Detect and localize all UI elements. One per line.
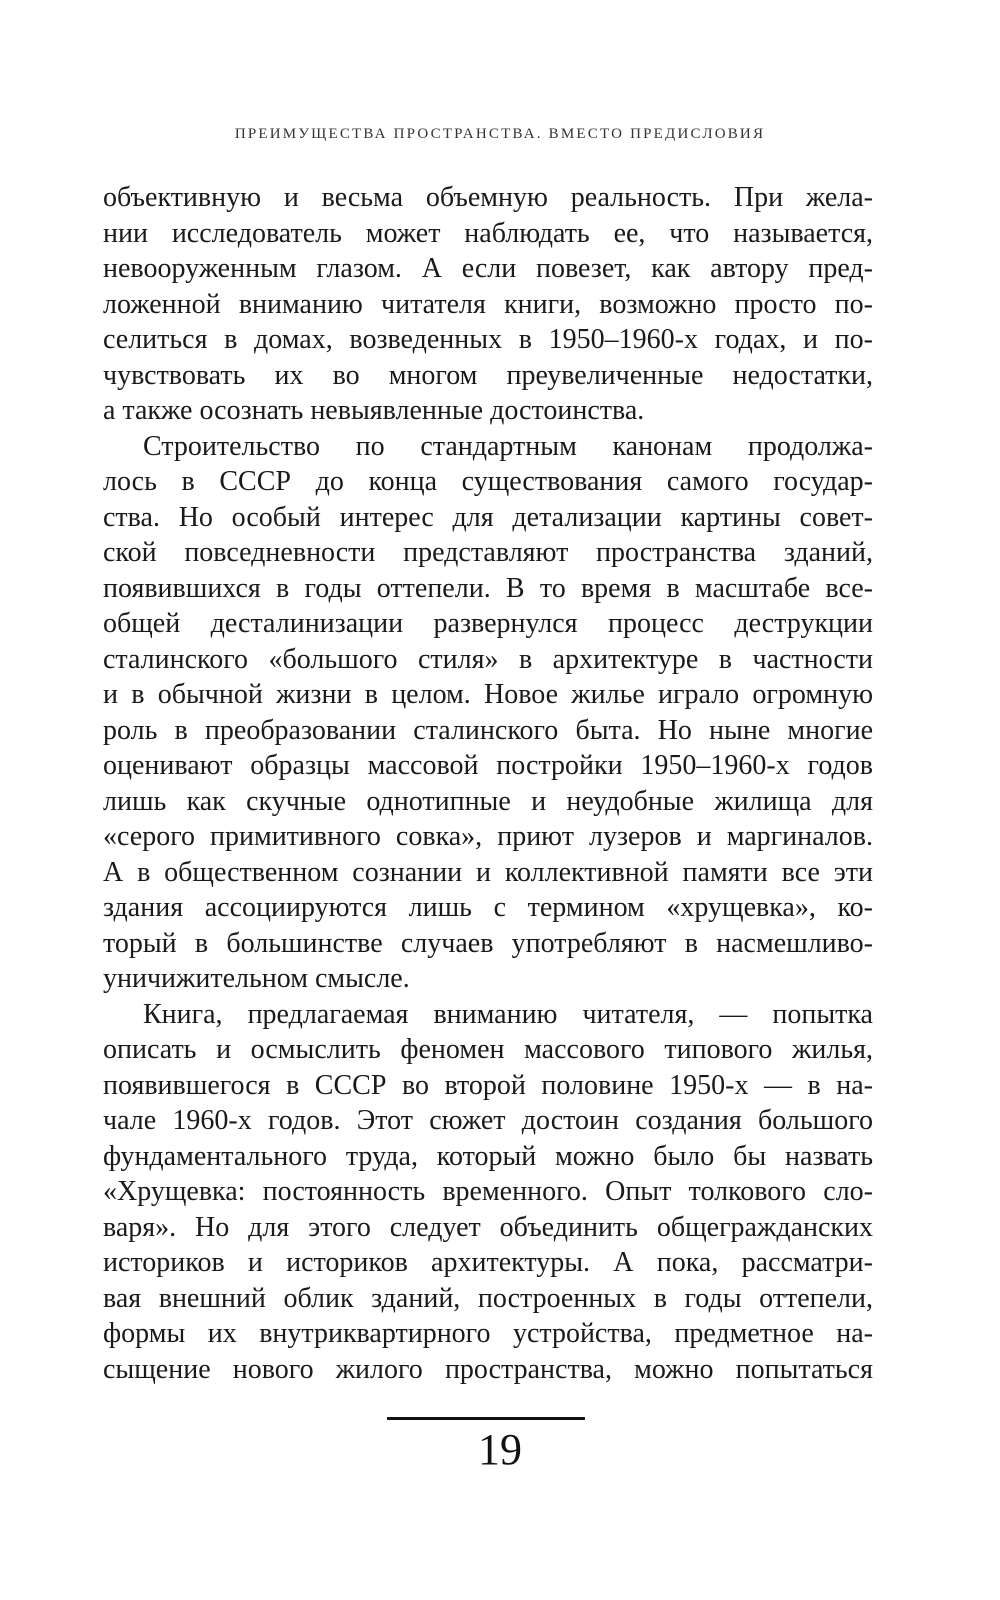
text-line: здания ассоциируются лишь с термином «хрущевка», ко-: [103, 892, 873, 923]
text-line: нии исследователь может наблюдать ее, что называется,: [103, 217, 873, 249]
text-line: ложенной вниманию читателя книги, возможно просто по-: [103, 288, 873, 320]
text-line: сыщение нового жилого пространства, можно попытаться: [103, 1353, 873, 1385]
text-line: торый в большинстве случаев употребляют в насмешливо-: [103, 927, 873, 959]
page-number-rule: [387, 1417, 585, 1420]
body-text: [103, 180, 873, 1387]
text-line: описать и осмыслить феномен массового типового жилья,: [103, 1034, 873, 1065]
text-line: появившихся в годы оттепели. В то время в масштабе все-: [103, 572, 873, 604]
text-line: чувствовать их во многом преувеличенные недостатки,: [103, 359, 873, 391]
text-line: ской повседневности представляют пространства зданий,: [103, 537, 873, 568]
text-line: общей десталинизации развернулся процесс деструкции: [103, 608, 873, 639]
text-line: Книга, предлагаемая вниманию читателя, — попытка: [143, 998, 873, 1030]
text-line: роль в преобразовании сталинского быта. Но ныне многие: [103, 714, 873, 746]
text-line: Строительство по стандартным канонам продолжа-: [143, 430, 873, 462]
text-line: и в обычной жизни в целом. Новое жилье играло огромную: [103, 679, 873, 710]
text-line: уничижительном смысле.: [103, 963, 410, 994]
text-line: вая внешний облик зданий, построенных в годы оттепели,: [103, 1282, 873, 1314]
text-line: невооруженным глазом. А если повезет, как автору пред-: [103, 253, 873, 284]
text-line: селиться в домах, возведенных в 1950–1960-х годах, и по-: [103, 324, 873, 355]
text-line: фундаментального труда, который можно было бы назвать: [103, 1140, 873, 1172]
page-number: 19: [478, 1425, 522, 1474]
text-line: «Хрущевка: постоянность временного. Опыт толкового сло-: [103, 1176, 873, 1207]
text-line: появившегося в СССР во второй половине 1950-х — в на-: [103, 1069, 873, 1101]
running-header: ПРЕИМУЩЕСТВА ПРОСТРАНСТВА. ВМЕСТО ПРЕДИСЛОВИЯ: [234, 126, 766, 142]
paragraph: [103, 429, 873, 997]
text-line: объективную и весьма объемную реальность. При жела-: [103, 182, 873, 213]
text-line: чале 1960-х годов. Этот сюжет достоин создания большого: [103, 1105, 873, 1136]
text-line: а также осознать невыявленные достоинства.: [103, 395, 645, 426]
paragraph: [103, 997, 873, 1388]
text-line: А в общественном сознании и коллективной памяти все эти: [103, 856, 873, 888]
text-line: формы их внутриквартирного устройства, предметное на-: [103, 1318, 873, 1349]
text-line: историков и историков архитектуры. А пока, рассматри-: [103, 1247, 873, 1278]
text-line: варя». Но для этого следует объединить общегражданских: [103, 1211, 873, 1243]
text-line: сталинского «большого стиля» в архитектуре в частности: [103, 643, 873, 675]
text-line: «серого примитивного совка», приют лузеров и маргиналов.: [103, 821, 873, 852]
text-line: лишь как скучные однотипные и неудобные жилища для: [103, 785, 873, 817]
text-line: ства. Но особый интерес для детализации картины совет-: [103, 501, 873, 533]
text-line: лось в СССР до конца существования самого государ-: [103, 466, 873, 497]
paragraph: [103, 180, 873, 429]
text-line: оценивают образцы массовой постройки 1950–1960-х годов: [103, 750, 873, 781]
